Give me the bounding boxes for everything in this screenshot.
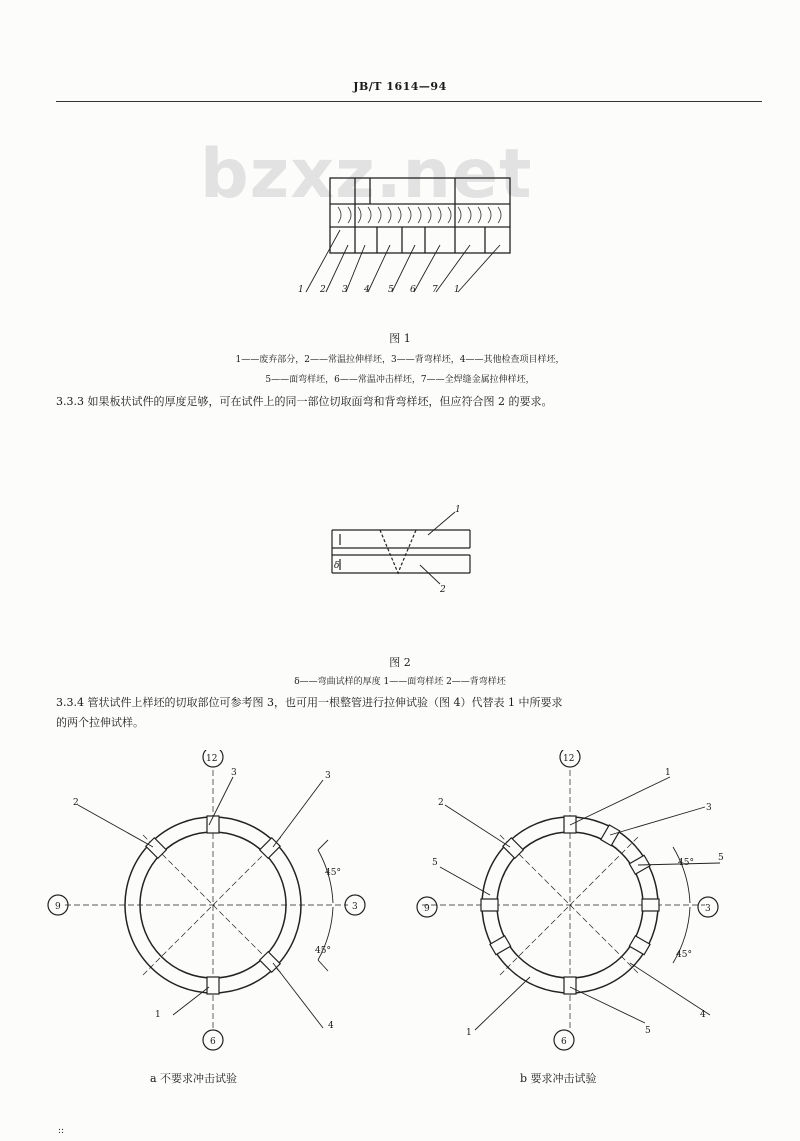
fig2-label-1: 1 (455, 505, 461, 515)
fig3a-angle-label: 45° (315, 946, 331, 956)
fig3a-clock-6: 6 (210, 1037, 216, 1047)
fig1-plate-outline (330, 178, 510, 253)
footer-marks: :: (58, 1126, 65, 1136)
fig3a-part-label: 4 (328, 1021, 334, 1031)
figure-3a-caption: a 不要求冲击试验 (150, 1072, 238, 1085)
fig1-label: 6 (410, 285, 416, 295)
figure-1-legend-line1: 1——废弃部分，2——常温拉伸样坯，3——背弯样坯，4——其他检查项目样坯， (235, 355, 565, 365)
fig3b-part-label: 2 (438, 798, 444, 808)
fig1-label: 7 (432, 285, 438, 295)
fig3b-part-label: 5 (645, 1026, 651, 1036)
fig3b-part-label: 1 (665, 768, 671, 778)
fig3b-angle-label: 45° (678, 858, 694, 868)
fig3a-part-label: 1 (155, 1010, 161, 1020)
figure-3b (400, 750, 780, 1090)
fig3a-clock-3: 3 (352, 902, 358, 912)
fig3a-leaders (78, 777, 333, 1028)
fig3b-angle-label: 45° (676, 950, 692, 960)
fig3a-part-label: 3 (325, 771, 331, 781)
figure-2-caption: 图 2 (389, 656, 411, 669)
fig3b-part-label: 3 (706, 803, 712, 813)
figure-2-legend: δ——弯曲试样的厚度 1——面弯样坯 2——背弯样坯 (294, 677, 506, 687)
fig3a-angle-label: 45° (325, 868, 341, 878)
fig1-label: 3 (342, 285, 348, 295)
paragraph-3-3-3: 3.3.3 如果板状试件的厚度足够，可在试件上的同一部位切取面弯和背弯样坯，但应符合图 2 的要求。 (56, 395, 553, 408)
fig3a-clock-9: 9 (55, 902, 61, 912)
fig3b-clock-3: 3 (705, 904, 711, 914)
fig3b-part-label: 4 (700, 1010, 706, 1020)
fig3a-part-label: 2 (73, 798, 79, 808)
fig1-leader-lines (306, 230, 500, 292)
fig1-label: 5 (388, 285, 394, 295)
page-header: JB/T 1614—94 (353, 80, 447, 93)
figure-3a (40, 750, 420, 1090)
fig3b-part-label: 1 (466, 1028, 472, 1038)
fig3b-clock-12: 12 (563, 754, 575, 764)
fig1-label: 2 (320, 285, 326, 295)
paragraph-3-3-4-line2: 的两个拉伸试样。 (56, 716, 144, 729)
fig1-label: 4 (364, 285, 370, 295)
fig3b-part-label: 5 (432, 858, 438, 868)
fig1-label: 1 (454, 285, 460, 295)
fig3a-clock-12: 12 (206, 754, 218, 764)
watermark: bzxz.net (200, 135, 533, 214)
figure-3b-caption: b 要求冲击试验 (520, 1072, 597, 1085)
figure-1-caption: 图 1 (389, 332, 411, 345)
paragraph-3-3-4-line1: 3.3.4 管状试件上样坯的切取部位可参考图 3，也可用一根整管进行拉伸试验（图 4）代替表 1 中所要求 (56, 696, 563, 709)
fig1-label: 1 (298, 285, 304, 295)
fig2-label-2: 2 (440, 585, 446, 595)
fig2-weld-groove (380, 530, 416, 573)
fig3b-clock-6: 6 (561, 1037, 567, 1047)
figure-2 (0, 500, 800, 620)
fig2-label-delta: δ (334, 561, 340, 571)
figure-1 (0, 0, 800, 330)
fig3a-part-label: 3 (231, 768, 237, 778)
fig1-weld-beads (338, 207, 501, 223)
fig3b-part-label: 5 (718, 853, 724, 863)
fig3b-clock-9: 9 (424, 904, 430, 914)
figure-1-legend-line2: 5——面弯样坯，6——常温冲击样坯，7——全焊缝金属拉伸样坯， (265, 375, 535, 385)
